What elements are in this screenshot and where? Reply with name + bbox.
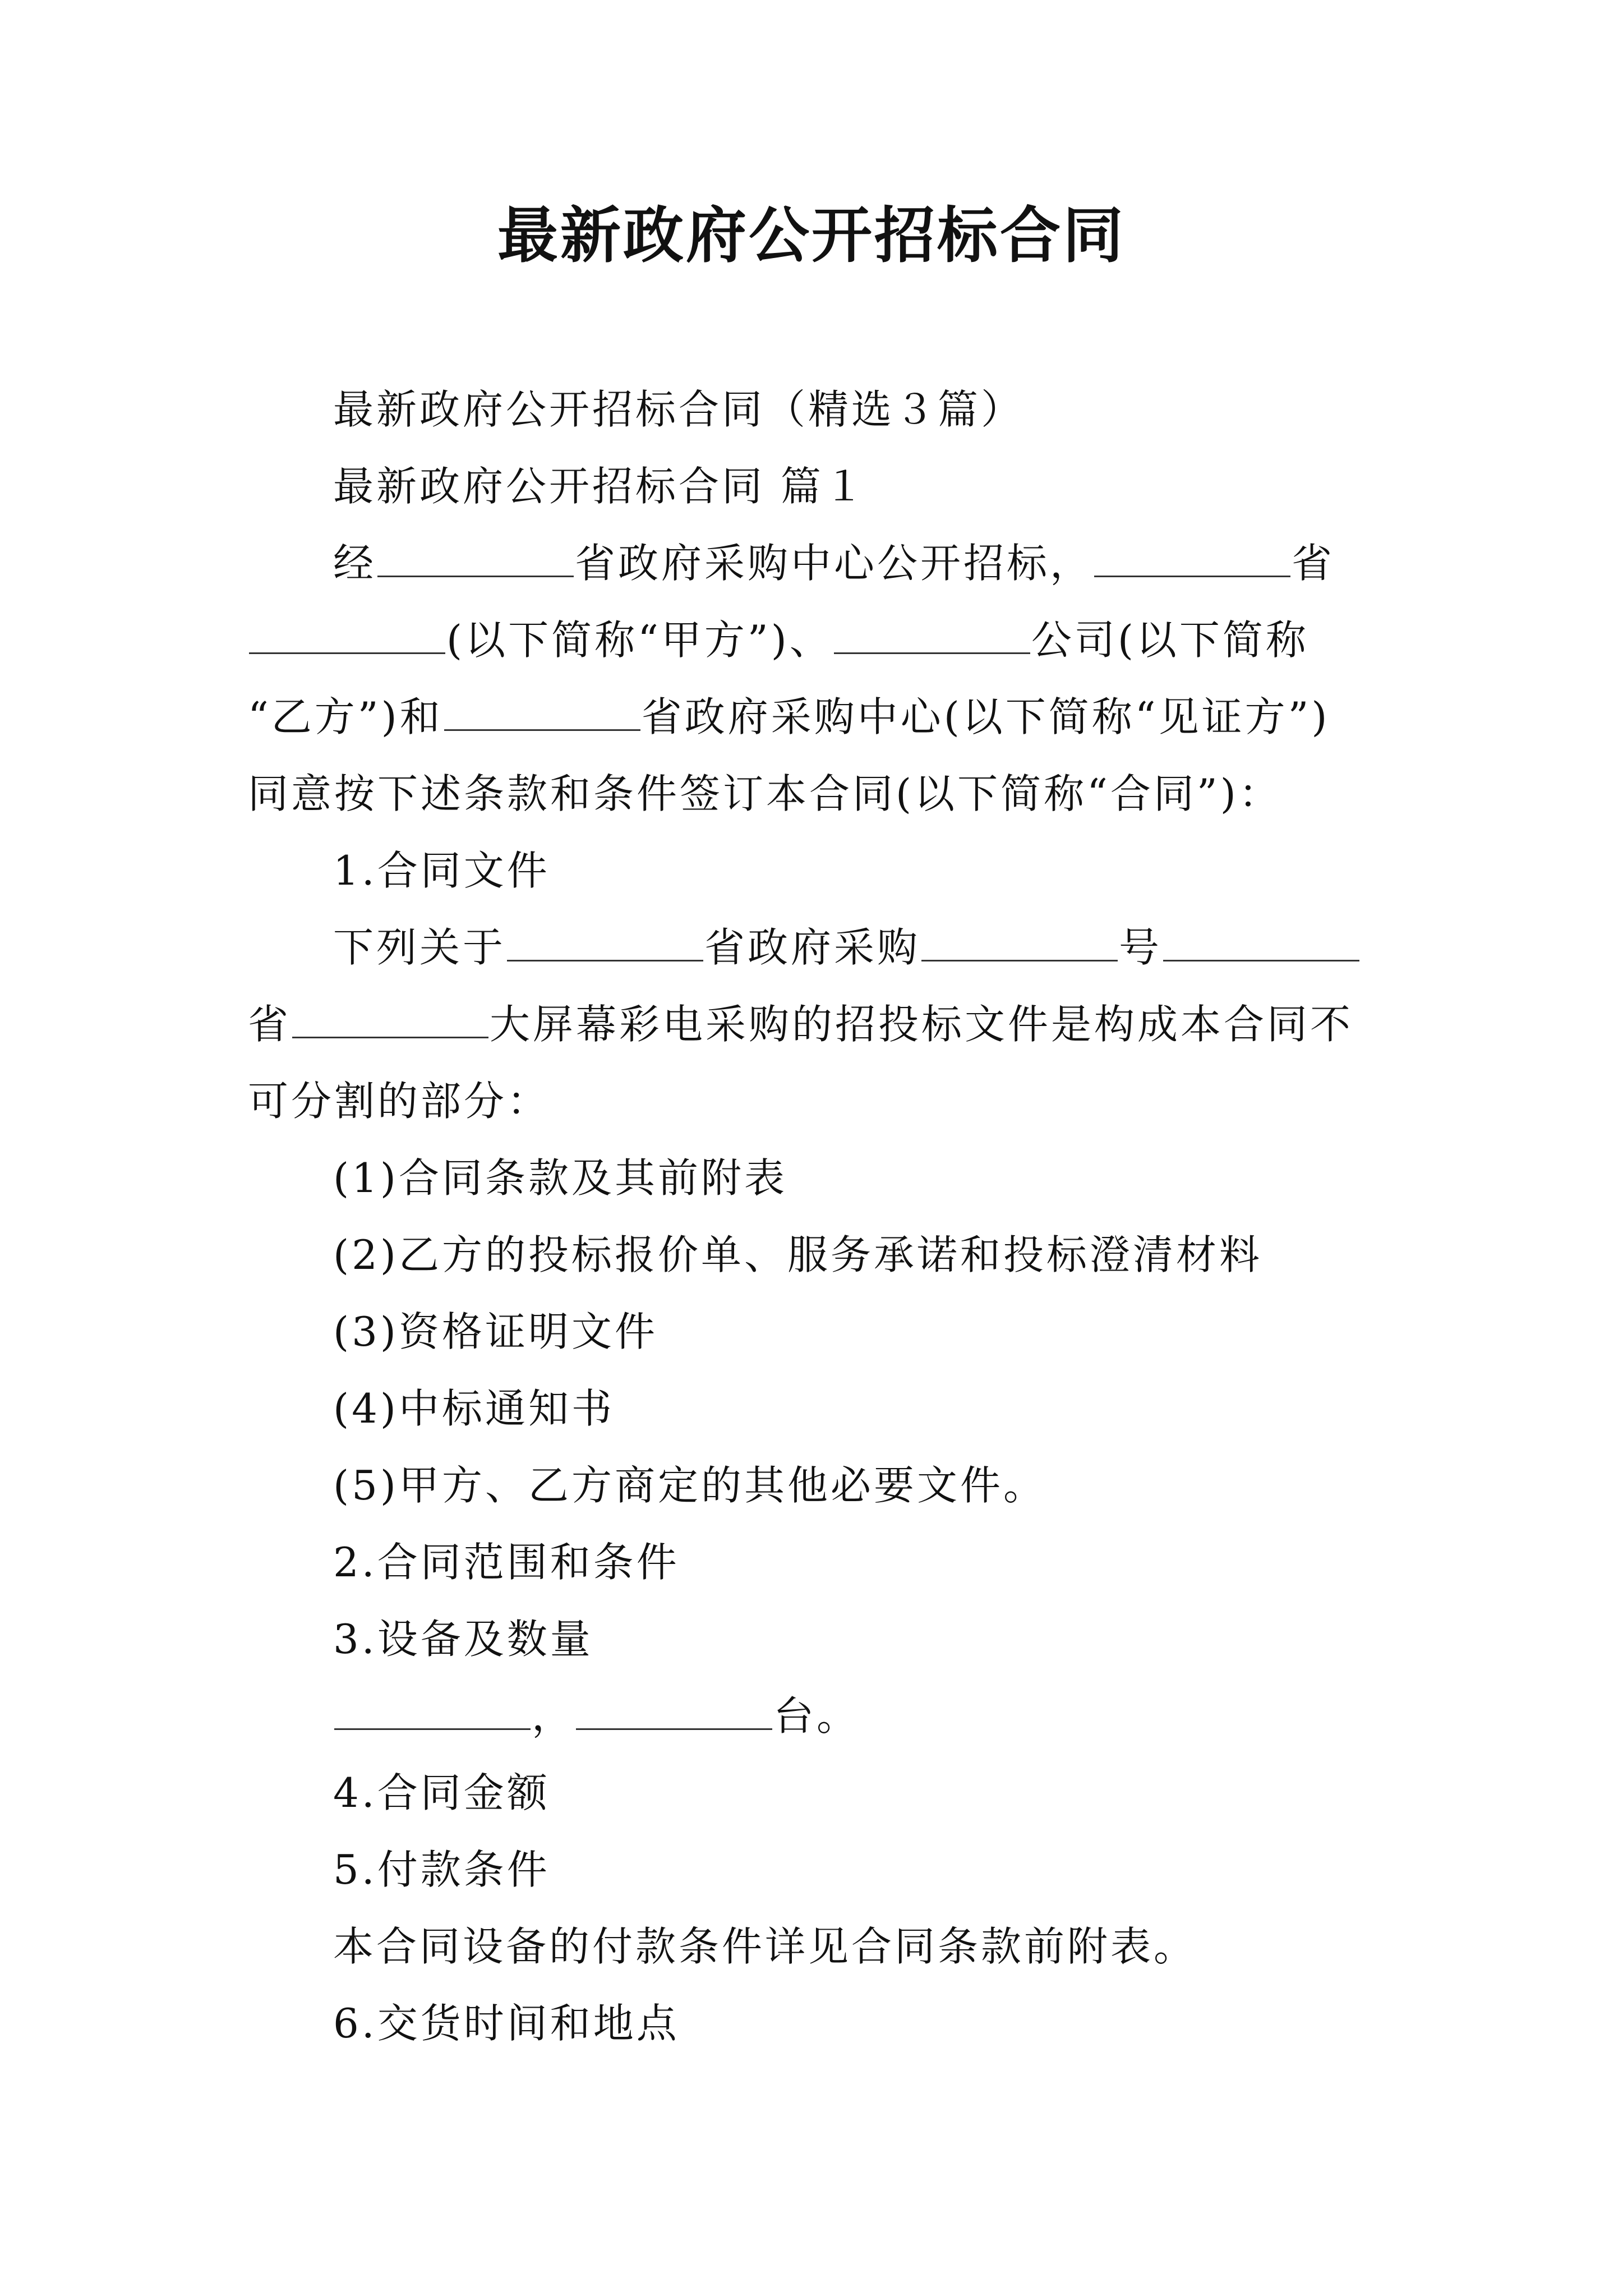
fill-in-blank [292, 1034, 488, 1038]
paragraph-line [248, 525, 1431, 602]
line-text: (3)资格证明文件 [333, 1308, 658, 1355]
line-text: 2.合同范围和条件 [333, 1539, 680, 1586]
fill-in-blank [1094, 573, 1290, 577]
line-text: 省政府采购 [704, 924, 921, 971]
paragraph-line [248, 679, 1431, 756]
paragraph-line [248, 1678, 1431, 1755]
paragraph-line [248, 832, 1431, 909]
line-text: ， [532, 1692, 575, 1740]
fill-in-blank [1163, 958, 1359, 961]
paragraph-line [248, 909, 1431, 986]
line-text: “乙方”)和 [248, 693, 443, 740]
line-text: 下列关于 [333, 924, 506, 971]
line-text: 3.设备及数量 [333, 1616, 593, 1663]
line-text: (以下简称“甲方”)、 [446, 616, 833, 664]
fill-in-blank [377, 573, 574, 577]
paragraph-line [248, 986, 1431, 1063]
paragraph-line [248, 1832, 1431, 1908]
line-text: 省 [1292, 540, 1335, 587]
document-title: 最新政府公开招标合同 [497, 200, 1126, 271]
paragraph-line [248, 1755, 1431, 1832]
line-text: 大屏幕彩电采购的招投标文件是构成本合同不 [490, 1001, 1354, 1048]
line-text: 公司(以下简称 [1031, 616, 1309, 664]
paragraph-line [248, 1601, 1431, 1678]
line-text: 6.交货时间和地点 [333, 2000, 680, 2047]
paragraph-line [248, 756, 1431, 832]
paragraph-line [248, 371, 1431, 448]
line-text: 台。 [773, 1692, 860, 1740]
paragraph-line [248, 1217, 1431, 1294]
line-text: 最新政府公开招标合同（精选３篇） [333, 386, 1025, 433]
fill-in-blank [921, 958, 1118, 961]
line-text: 省政府采购中心公开招标， [575, 540, 1094, 587]
line-text: 本合同设备的付款条件详见合同条款前附表。 [333, 1923, 1197, 1970]
line-text: 可分割的部分： [248, 1078, 551, 1125]
paragraph-line [248, 602, 1431, 679]
paragraph-line [248, 1370, 1431, 1447]
line-text: 1.合同文件 [333, 847, 550, 894]
paragraph-line [248, 1294, 1431, 1370]
line-text: 同意按下述条款和条件签订本合同(以下简称“合同”)： [248, 770, 1282, 817]
fill-in-blank [576, 1726, 772, 1730]
paragraph-line [248, 1908, 1431, 1985]
fill-in-blank [334, 1726, 531, 1730]
line-text: 5.付款条件 [333, 1846, 550, 1893]
paragraph-line [248, 1063, 1431, 1140]
fill-in-blank [249, 650, 445, 654]
paragraph-line [248, 1140, 1431, 1217]
line-text: 经 [333, 540, 377, 587]
paragraph-line [248, 1985, 1431, 2062]
document-body [248, 371, 1431, 2062]
paragraph-line [248, 1447, 1431, 1524]
line-text: 最新政府公开招标合同 篇１ [333, 463, 867, 510]
line-text: 号 [1119, 924, 1163, 971]
line-text: (5)甲方、乙方商定的其他必要文件。 [333, 1462, 1046, 1509]
line-text: (4)中标通知书 [333, 1385, 615, 1432]
fill-in-blank [507, 958, 703, 961]
line-text: (2)乙方的投标报价单、服务承诺和投标澄清材料 [333, 1231, 1262, 1278]
line-text: (1)合同条款及其前附表 [333, 1154, 787, 1202]
paragraph-line [248, 1524, 1431, 1601]
fill-in-blank [834, 650, 1030, 654]
line-text: 省政府采购中心(以下简称“见证方”) [641, 693, 1330, 740]
paragraph-line [248, 448, 1431, 525]
line-text: 4.合同金额 [333, 1769, 550, 1816]
line-text: 省 [248, 1001, 292, 1048]
fill-in-blank [444, 727, 640, 731]
